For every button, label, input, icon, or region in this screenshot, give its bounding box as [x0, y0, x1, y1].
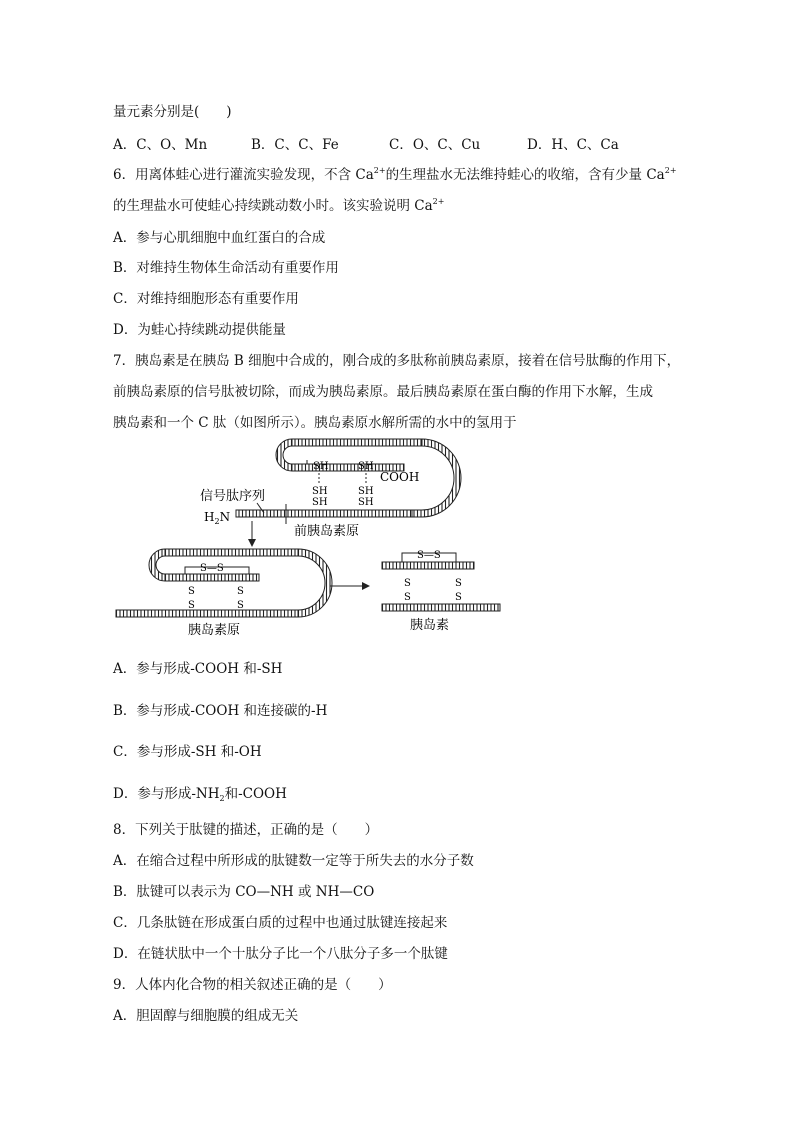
fig-proinsulin-label: 胰岛素原 — [188, 623, 241, 636]
insulin-chains — [382, 562, 500, 611]
fig-s-label-1: S — [188, 586, 195, 597]
fig-sh-label-4: SH — [312, 497, 328, 508]
q9-stem: 9．人体内化合物的相关叙述正确的是（ ） — [113, 977, 392, 993]
q5-options — [113, 133, 673, 153]
q7-option-c: C．参与形成-SH 和-OH — [113, 744, 262, 760]
fig-sh-label-5: SH — [358, 486, 374, 497]
fig-s-label-7: S — [455, 578, 462, 589]
q5-stem-tail: 量元素分别是( ) — [113, 104, 232, 120]
fig-s-label-3: S — [237, 586, 244, 597]
q8-option-c: C．几条肽链在形成蛋白质的过程中也通过肽键连接起来 — [113, 915, 448, 931]
fig-s-label-2: S — [188, 600, 195, 611]
q7-stem-line-3: 胰岛素和一个 C 肽（如图所示）。胰岛素原水解所需的水中的氢用于 — [113, 415, 517, 431]
q6-stem-line-1: 6．用离体蛙心进行灌流实验发现，不含 $Ca^{2+}$的生理盐水无法维持蛙心的收缩，含有少量 $Ca^{2+}$ — [113, 166, 677, 183]
q5-option-c: C．O、C、Cu — [389, 137, 481, 153]
fig-insulin-label: 胰岛素 — [410, 618, 450, 633]
q6-option-c: C．对维持细胞形态有重要作用 — [113, 291, 299, 307]
q5-option-b: B．C、C、Fe — [251, 137, 339, 153]
q8-option-a: A．在缩合过程中所形成的肽键数一定等于所失去的水分子数 — [113, 853, 474, 869]
q7-stem-line-1: 7．胰岛素是在胰岛 B 细胞中合成的，刚合成的多肽称前胰岛素原，接着在信号肽酶的作用下， — [113, 353, 681, 369]
q6-option-b: B．对维持生物体生命活动有重要作用 — [113, 260, 339, 276]
proinsulin-chain — [116, 549, 332, 617]
fig-sh-label-3: SH — [312, 486, 328, 497]
insulin-processing-figure — [110, 436, 510, 636]
fig-signal-peptide-label: 信号肽序列 — [200, 489, 266, 504]
fig-s-label-8: S — [455, 592, 462, 603]
fig-h2n-label: $H_2N$ — [204, 510, 231, 526]
fig-sh-label-2: SH — [358, 461, 374, 472]
fig-sh-label-1: SH — [313, 461, 329, 472]
fig-ss-bridge-proinsulin-top: S—S — [200, 563, 224, 574]
q6-option-a: A．参与心肌细胞中血红蛋白的合成 — [113, 230, 326, 246]
q7-option-a: A．参与形成-COOH 和-SH — [113, 661, 283, 677]
fig-preproinsulin-label: 前胰岛素原 — [294, 524, 360, 539]
q8-stem: 8．下列关于肽键的描述，正确的是（ ） — [113, 822, 379, 838]
q7-stem-line-2: 前胰岛素原的信号肽被切除，而成为胰岛素原。最后胰岛素原在蛋白酶的作用下水解，生成 — [113, 384, 653, 400]
q7-option-d: D．参与形成$-NH_2$和-COOH — [113, 786, 287, 803]
q8-option-d: D．在链状肽中一个十肽分子比一个八肽分子多一个肽键 — [113, 946, 448, 962]
fig-sh-label-6: SH — [358, 497, 374, 508]
q6-stem-line-2: 的生理盐水可使蛙心持续跳动数小时。该实验说明 $Ca^{2+}$ — [113, 197, 445, 214]
q7-option-b: B．参与形成-COOH 和连接碳的-H — [113, 703, 328, 719]
q6-option-d: D．为蛙心持续跳动提供能量 — [113, 322, 286, 338]
q9-option-a: A．胆固醇与细胞膜的组成无关 — [113, 1008, 299, 1024]
fig-s-label-4: S — [237, 600, 244, 611]
q5-option-a: A．C、O、Mn — [113, 137, 208, 153]
preproinsulin-chain — [236, 439, 461, 517]
fig-s-label-5: S — [404, 578, 411, 589]
q8-option-b: B．肽键可以表示为 CO—NH 或 NH—CO — [113, 884, 375, 900]
q5-option-d: D．H、C、Ca — [527, 137, 619, 153]
fig-ss-bridge-insulin: S—S — [417, 550, 441, 561]
fig-s-label-6: S — [404, 592, 411, 603]
fig-cooh-label: COOH — [380, 470, 420, 484]
